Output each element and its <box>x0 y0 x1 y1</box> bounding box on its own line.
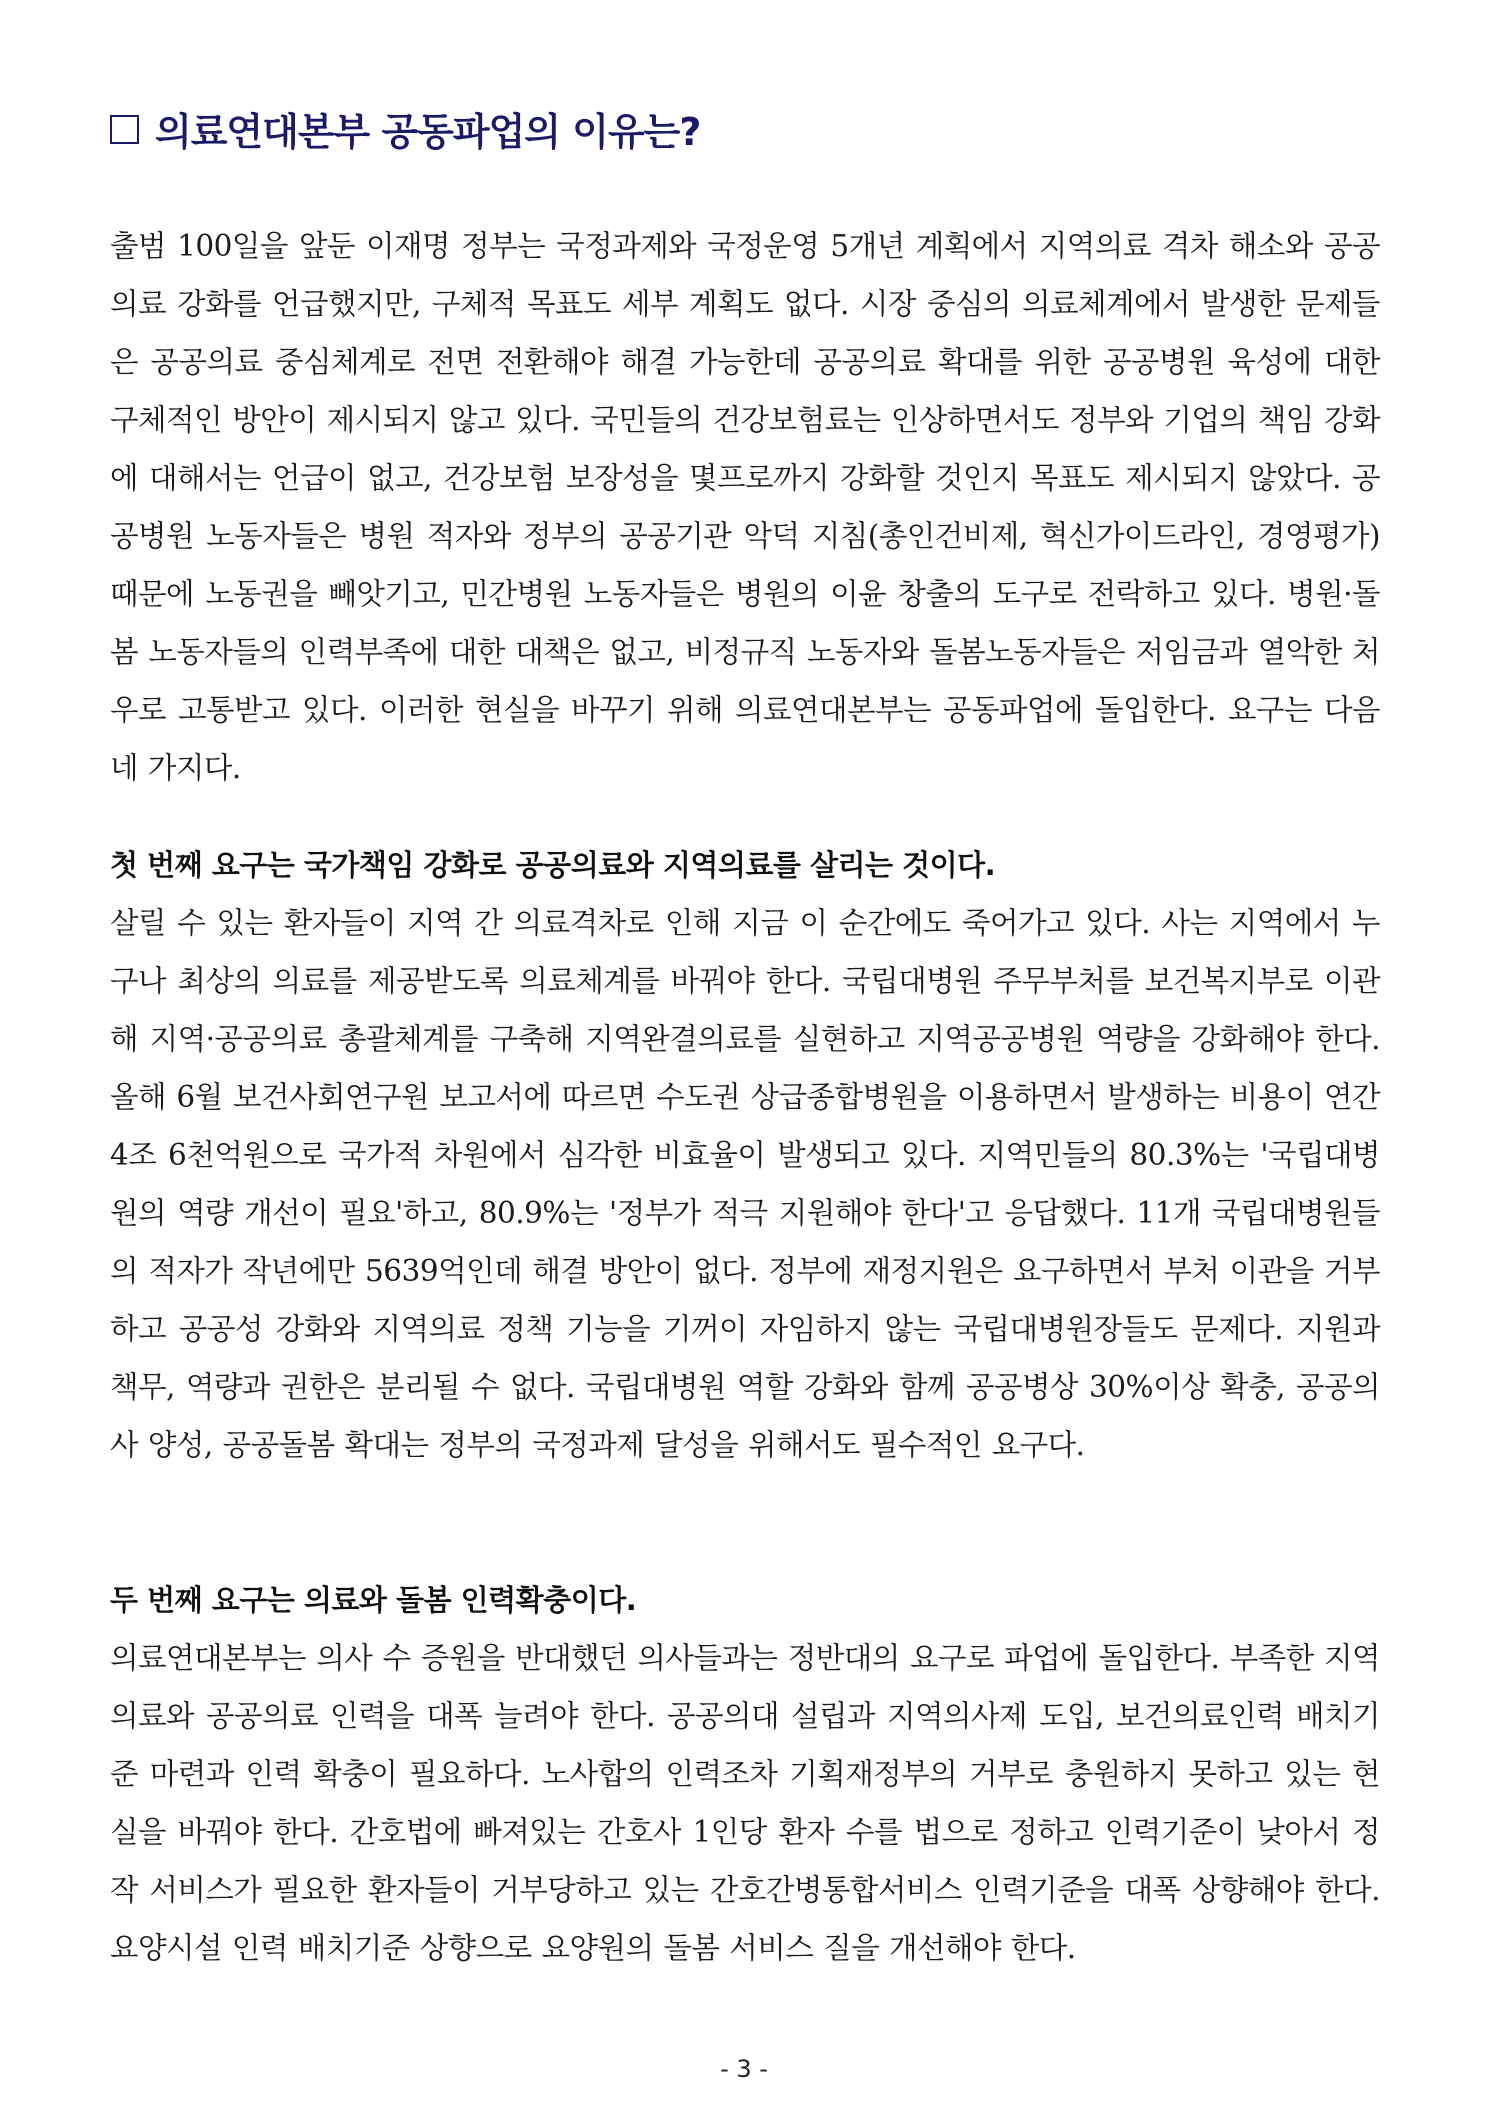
demand-1-heading: 첫 번째 요구는 국가책임 강화로 공공의료와 지역의료를 살리는 것이다. <box>110 848 996 882</box>
page-number: - 3 - <box>720 2055 768 2083</box>
intro-paragraph: 출범 100일을 앞둔 이재명 정부는 국정과제와 국정운영 5개년 계획에서 지역의료 격차 해소와 공공의료 강화를 언급했지만, 구체적 목표도 세부 계획도 없다. 시장 중심의 의료체계에서 발생한 문제들은 공공의료 중심체계로 전면 전환해야 해결 가능한데 공공의료 확대를 위한 공공병원 육성에 대한 구체적인 방안이 제시되지 않고 있다. 국민들의 건강보험료는 인상하면서도 정부와 기업의 책임 강화에 대해서는 언급이 없고, 건강보험 보장성을 몇프로까지 강화할 것인지 목표도 제시되지 않았다. 공공병원 노동자들은 병원 적자와 정부의 공공기관 악덕 지침(총인건비제, 혁신가이드라인, 경영평가) 때문에 노동권을 빼앗기고, 민간병원 노동자들은 병원의 이윤 창출의 도구로 전락하고 있다. 병원·돌봄 노동자들의 인력부족에 대한 대책은 없고, 비정규직 노동자와 돌봄노동자들은 저임금과 열악한 처우로 고통받고 있다. 이러한 현실을 바꾸기 위해 의료연대본부는 공동파업에 돌입한다. 요구는 다음 네 가지다. <box>110 229 1380 785</box>
section-title: 의료연대본부 공동파업의 이유는? <box>155 109 701 154</box>
demand-1-paragraph: 살릴 수 있는 환자들이 지역 간 의료격차로 인해 지금 이 순간에도 죽어가고 있다. 사는 지역에서 누구나 최상의 의료를 제공받도록 의료체계를 바꿔야 한다. 국립대병원 주무부처를 보건복지부로 이관해 지역·공공의료 총괄체계를 구축해 지역완결의료를 실현하고 지역공공병원 역량을 강화해야 한다. 올해 6월 보건사회연구원 보고서에 따르면 수도권 상급종합병원을 이용하면서 발생하는 비용이 연간 4조 6천억원으로 국가적 차원에서 심각한 비효율이 발생되고 있다. 지역민들의 80.3%는 '국립대병원의 역량 개선이 필요'하고, 80.9%는 '정부가 적극 지원해야 한다'고 응답했다. 11개 국립대병원들의 적자가 작년에만 5639억인데 해결 방안이 없다. 정부에 재정지원은 요구하면서 부처 이관을 거부하고 공공성 강화와 지역의료 정책 기능을 기꺼이 자임하지 않는 국립대병원장들도 문제다. 지원과 책무, 역량과 권한은 분리될 수 없다. 국립대병원 역할 강화와 함께 공공병상 30%이상 확충, 공공의사 양성, 공공돌봄 확대는 정부의 국정과제 달성을 위해서도 필수적인 요구다. <box>110 906 1380 1462</box>
checkbox-square-icon <box>110 115 139 144</box>
section-heading <box>110 104 700 152</box>
demand-2-paragraph: 의료연대본부는 의사 수 증원을 반대했던 의사들과는 정반대의 요구로 파업에 돌입한다. 부족한 지역의료와 공공의료 인력을 대폭 늘려야 한다. 공공의대 설립과 지역의사제 도입, 보건의료인력 배치기준 마련과 인력 확충이 필요하다. 노사합의 인력조차 기획재정부의 거부로 충원하지 못하고 있는 현실을 바꿔야 한다. 간호법에 빠져있는 간호사 1인당 환자 수를 법으로 정하고 인력기준이 낮아서 정작 서비스가 필요한 환자들이 거부당하고 있는 간호간병통합서비스 인력기준을 대폭 상향해야 한다. 요양시설 인력 배치기준 상향으로 요양원의 돌봄 서비스 질을 개선해야 한다. <box>110 1641 1380 1965</box>
demand-2-heading: 두 번째 요구는 의료와 돌봄 인력확충이다. <box>110 1583 637 1617</box>
